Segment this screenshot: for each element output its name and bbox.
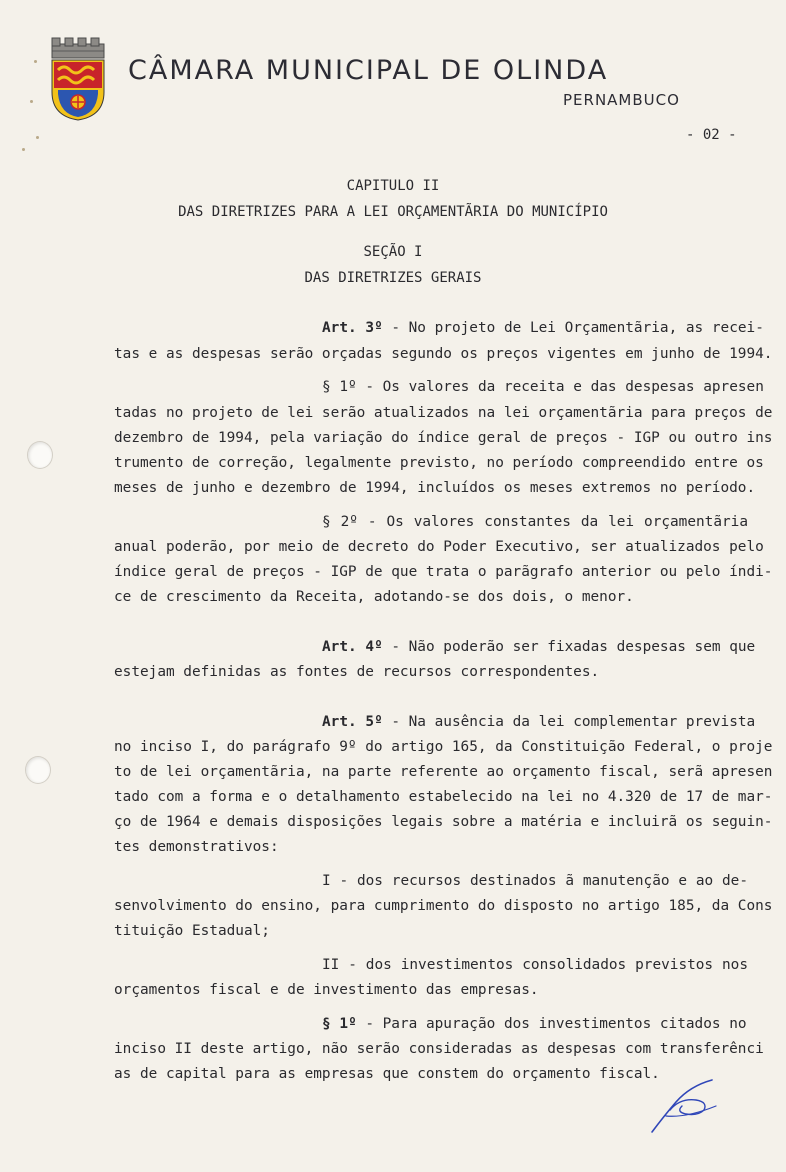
coat-of-arms-icon [46, 36, 110, 122]
article-3-paragraph-1-line-5: meses de junho e dezembro de 1994, incluídos os meses extremos no período. [114, 480, 756, 496]
chapter-subtitle: DAS DIRETRIZES PARA A LEI ORÇAMENTÃRIA DO MUNICÍPIO [178, 204, 608, 220]
page-number: - 02 - [686, 127, 737, 143]
article-5-line-4: tado com a forma e o detalhamento estabelecido na lei no 4.320 de 17 de mar- [114, 789, 773, 805]
section-subtitle: DAS DIRETRIZES GERAIS [304, 270, 482, 286]
article-5-line-5: ço de 1964 e demais disposições legais sobre a matéria e incluirã os seguin- [114, 814, 773, 830]
item-2-line-1: II - dos investimentos consolidados previstos nos [322, 957, 748, 973]
article-5-line-1: Art. 5º - Na ausência da lei complementar prevista [322, 714, 756, 730]
article-4-line-1: Art. 4º - Não poderão ser fixadas despesas sem que [322, 639, 756, 655]
chapter-title: CAPITULO II [346, 178, 440, 194]
article-3-paragraph-1-line-3: dezembro de 1994, pela variação do índice geral de preços - IGP ou outro ins [114, 430, 773, 446]
article-5-paragraph-1-line-1: § 1º - Para apuração dos investimentos citados no [322, 1016, 747, 1032]
article-3-paragraph-2-line-1: § 2º - Os valores constantes da lei orçamentãria [322, 514, 748, 530]
item-2-line-2: orçamentos fiscal e de investimento das empresas. [114, 982, 539, 998]
organization-name: CÂMARA MUNICIPAL DE OLINDA [128, 55, 609, 86]
article-3-line-1: Art. 3º - No projeto de Lei Orçamentãria, as recei- [322, 320, 764, 336]
article-3-paragraph-1-line-1: § 1º - Os valores da receita e das despesas apresen [322, 379, 764, 395]
item-1-line-1: I - dos recursos destinados ã manutenção e ao de- [322, 873, 748, 889]
article-5-line-6: tes demonstrativos: [114, 839, 279, 855]
article-3-paragraph-1-line-2: tadas no projeto de lei serão atualizados na lei orçamentãria para preços de [114, 405, 773, 421]
state-name: PERNAMBUCO [563, 91, 680, 109]
signature-icon [646, 1076, 722, 1136]
article-3-paragraph-1-line-4: trumento de correção, legalmente previsto, no período compreendido entre os [114, 455, 764, 471]
section-title: SEÇÃO I [363, 244, 423, 260]
article-3-paragraph-2-line-4: ce de crescimento da Receita, adotando-se dos dois, o menor. [114, 589, 634, 605]
paper-speck [34, 60, 37, 63]
article-4-label: Art. 4º [322, 639, 383, 655]
article-3-line-2: tas e as despesas serão orçadas segundo os preços vigentes em junho de 1994. [114, 346, 773, 362]
article-3-label: Art. 3º [322, 320, 383, 336]
article-3-paragraph-2-line-3: índice geral de preços - IGP de que trata o parãgrafo anterior ou pelo índi- [114, 564, 773, 580]
article-5-line-2: no inciso I, do parágrafo 9º do artigo 165, da Constituição Federal, o proje [114, 739, 773, 755]
article-5-paragraph-1-label: § 1º [322, 1016, 357, 1032]
article-3-paragraph-2-line-2: anual poderão, por meio de decreto do Poder Executivo, ser atualizados pelo [114, 539, 764, 555]
punch-hole [27, 441, 53, 469]
item-1-line-3: tituição Estadual; [114, 923, 270, 939]
article-4-line-2: estejam definidas as fontes de recursos correspondentes. [114, 664, 600, 680]
paper-speck [36, 136, 39, 139]
article-5-line-3: to de lei orçamentãria, na parte referente ao orçamento fiscal, serã apresen [114, 764, 773, 780]
punch-hole [25, 756, 51, 784]
article-5-paragraph-1-line-3: as de capital para as empresas que constem do orçamento fiscal. [114, 1066, 660, 1082]
article-5-paragraph-1-line-2: inciso II deste artigo, não serão consideradas as despesas com transferênci [114, 1041, 764, 1057]
article-5-label: Art. 5º [322, 714, 383, 730]
paper-speck [22, 148, 25, 151]
paper-speck [30, 100, 33, 103]
item-1-line-2: senvolvimento do ensino, para cumprimento do disposto no artigo 185, da Cons [114, 898, 773, 914]
